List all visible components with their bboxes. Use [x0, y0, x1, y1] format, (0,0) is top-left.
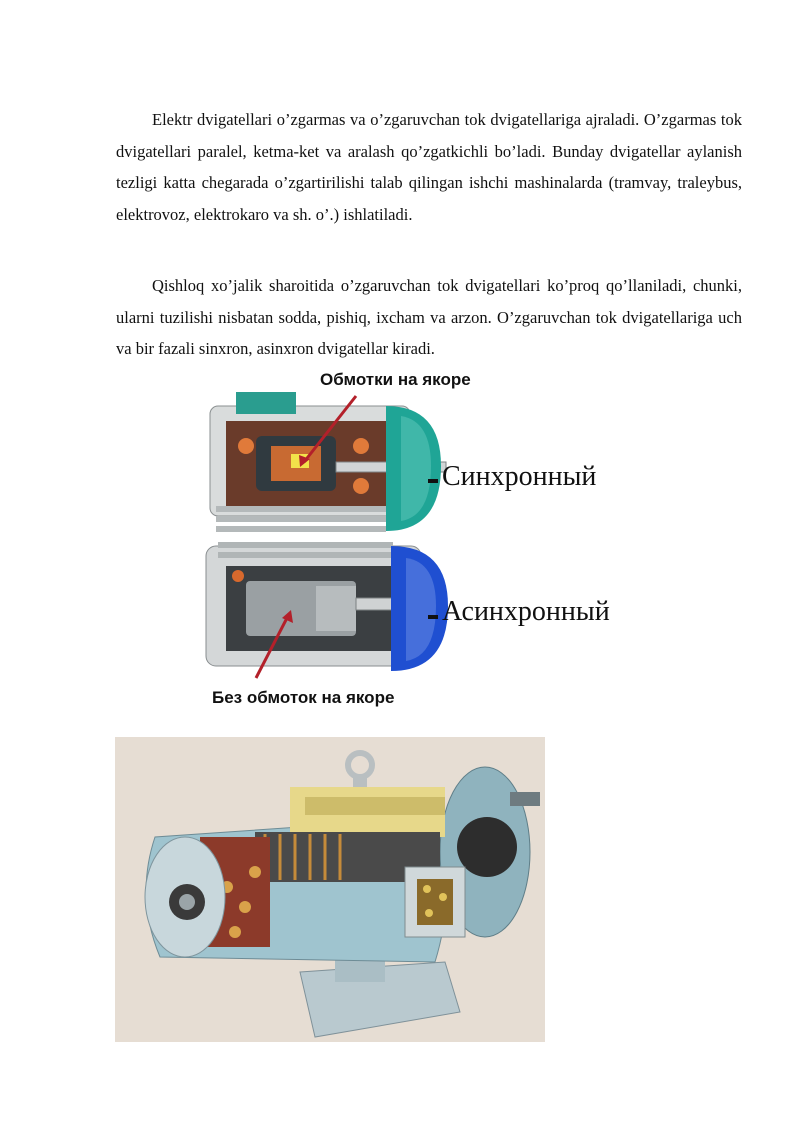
figure-sync-async-motors	[196, 366, 666, 718]
asynchronous-motor-image	[206, 542, 448, 678]
motor-cutaway-image	[115, 737, 545, 1042]
figure-motor-cutaway	[115, 737, 545, 1042]
async-dash	[428, 615, 438, 619]
paragraph-motor-types: Elektr dvigatellari o’zgarmas va o’zgaruvchan tok dvigatellariga ajraladi. O’zgarmas tok dvigatellari paralel, ketma-ket va aralash qo’zgatkichli bo’ladi. Bunday dvigatellar aylanish tezligi katta chegarada o’zgartirilishi talab qilingan ishchi mashinalarda (tramvay, traleybus, elektrovoz, elektrokaro va sh. o’.) ishlatiladi.	[116, 110, 742, 224]
label-synchronous: Синхронный	[442, 461, 597, 492]
label-asynchronous: Асинхронный	[442, 596, 610, 627]
caption-no-windings-on-rotor: Без обмоток на якоре	[212, 688, 395, 707]
caption-windings-on-rotor: Обмотки на якоре	[320, 370, 471, 389]
paragraph-ac-motors: Qishloq xo’jalik sharoitida o’zgaruvchan tok dvigatellari ko’proq qo’llaniladi, chunki, ularni tuzilishi nisbatan sodda, pishiq, ixcham va arzon. O’zgaruvchan tok dvigatellariga uch va bir fazali sinxron, asinxron dvigatellar kiradi.	[116, 276, 742, 358]
motor-cutaway-illustrations	[196, 366, 666, 718]
sync-dash	[428, 479, 438, 483]
synchronous-motor-image	[210, 392, 446, 532]
